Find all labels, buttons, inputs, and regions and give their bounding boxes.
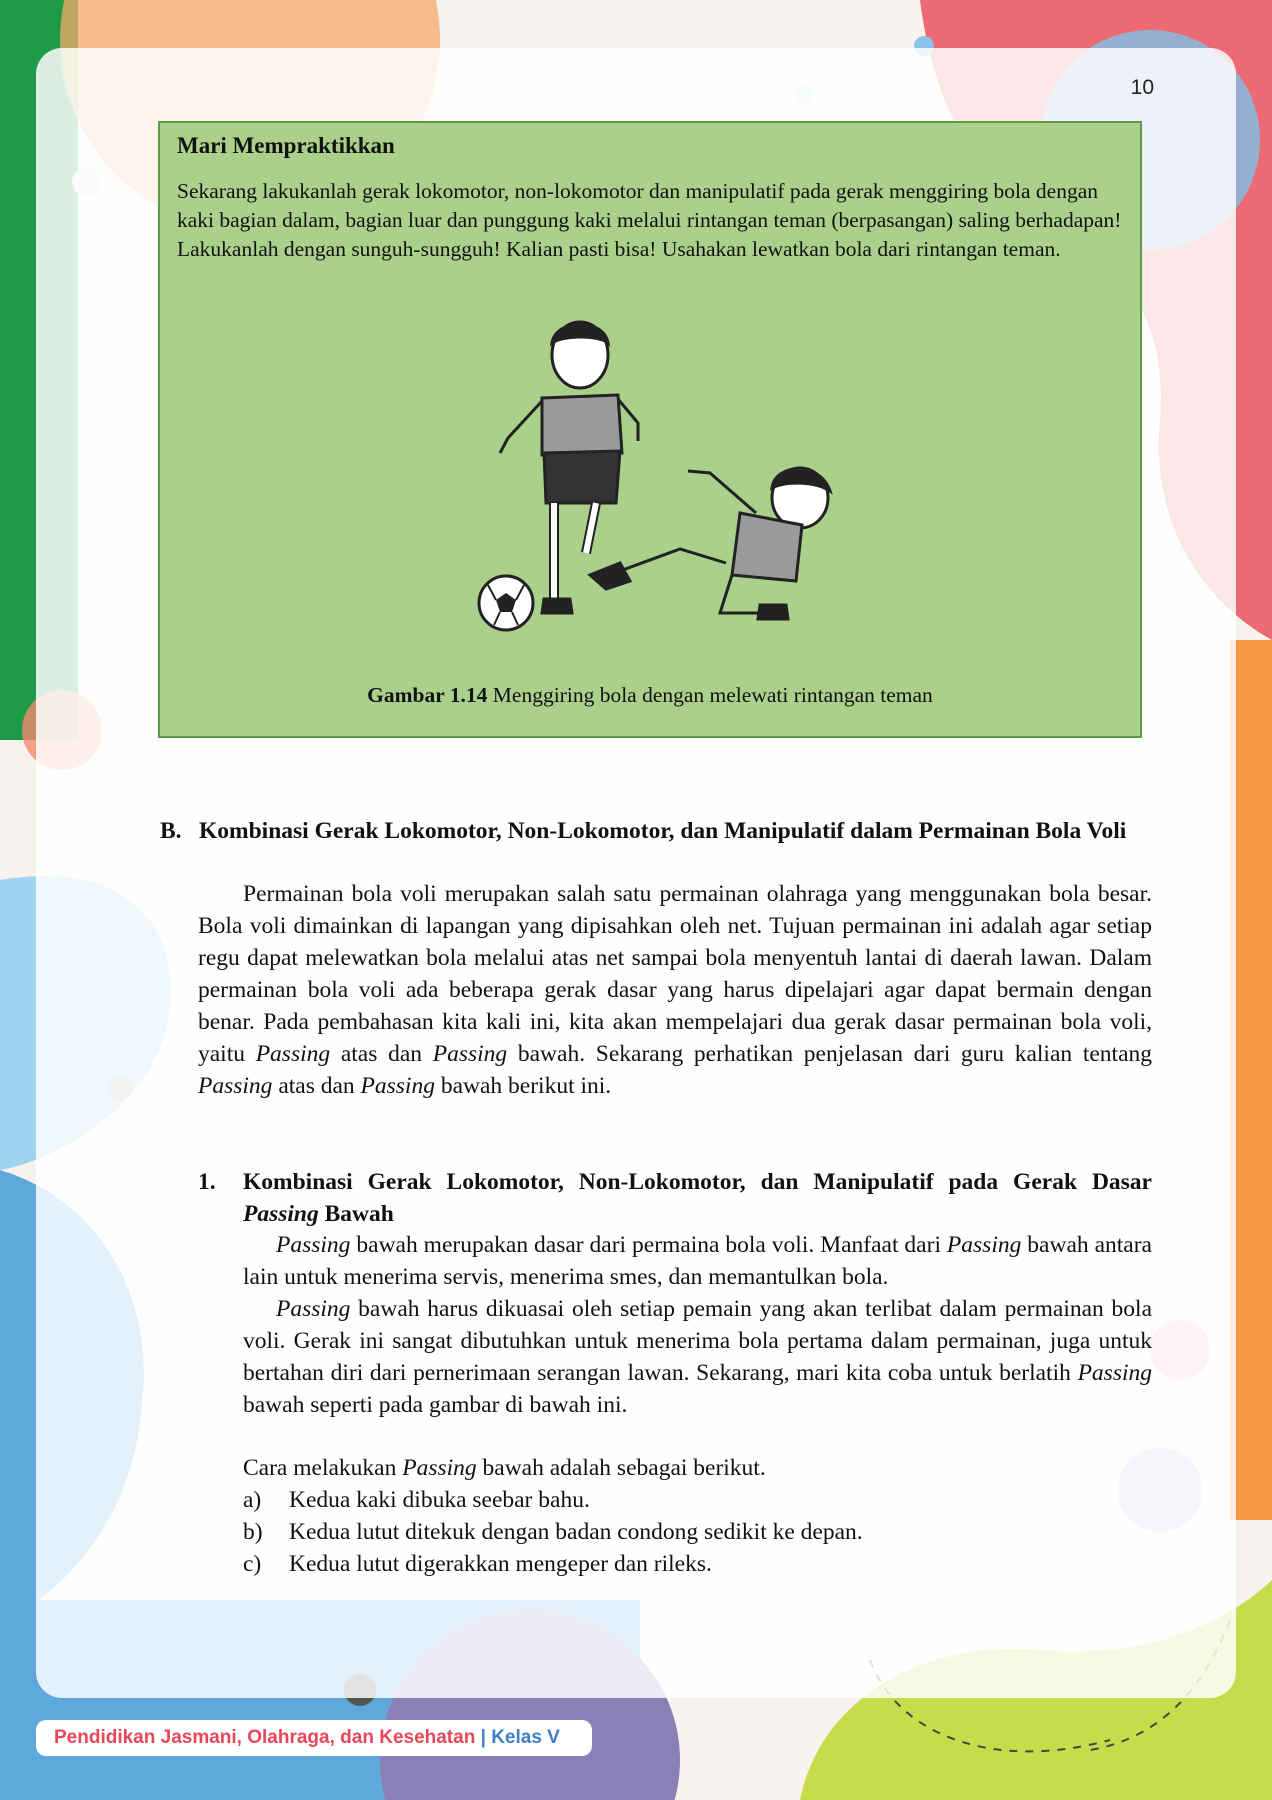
section-b-text-4: atas dan xyxy=(272,1073,361,1099)
footer-separator: | xyxy=(480,1727,486,1748)
list-item-text: Kedua lutut ditekuk dengan badan condong sedikit ke depan. xyxy=(289,1519,863,1545)
steps-intro-text-1: Cara melakukan xyxy=(243,1455,403,1481)
soccer-ball-figure xyxy=(479,576,533,630)
dribbling-illustration xyxy=(470,313,850,673)
passing-term: Passing xyxy=(255,1041,331,1067)
list-item-label: b) xyxy=(243,1519,263,1545)
passing-term: Passing xyxy=(432,1041,508,1067)
list-item-text: Kedua lutut digerakkan mengeper dan rileks. xyxy=(289,1551,712,1577)
subsection-1-paragraph-1 xyxy=(243,1229,1152,1293)
subsection-1-p2-text-1: bawah harus dikuasai oleh setiap pemain yang akan terlibat dalam permainan bola voli. Gerak ini sangat dibutuhkan untuk menerima bola pertama dalam permainan, juga untuk bertahan diri dari pernerimaan serangan lawan. Sekarang, mari kita coba untuk berlatih xyxy=(243,1296,1152,1386)
subsection-1-number: 1. xyxy=(198,1169,216,1195)
section-b-text-2: atas dan xyxy=(330,1041,433,1067)
passing-term: Passing xyxy=(198,1073,273,1099)
list-item-text: Kedua kaki dibuka seebar bahu. xyxy=(289,1487,590,1513)
subsection-1-title xyxy=(243,1166,1152,1230)
subsection-1-title-end: Bawah xyxy=(318,1201,394,1227)
steps-intro-text-2: bawah adalah sebagai berikut. xyxy=(476,1455,766,1481)
figure-caption xyxy=(160,683,1140,708)
passing-term: Passing xyxy=(402,1455,477,1481)
subsection-1-p1-text-1: bawah merupakan dasar dari permaina bola voli. Manfaat dari xyxy=(350,1232,947,1258)
section-b-marker: B. xyxy=(160,818,182,844)
footer-book-title: Pendidikan Jasmani, Olahraga, dan Kesehatan xyxy=(54,1727,476,1748)
figure-caption-text: Menggiring bola dengan melewati rintangan teman xyxy=(492,683,933,707)
practice-text: Sekarang lakukanlah gerak lokomotor, non-lokomotor dan manipulatif pada gerak menggiring bola dengan kaki bagian dalam, bagian luar dan punggung kaki melalui rintangan teman (berpasangan) saling berhadapan! Lakukanlah dengan sunguh-sungguh! Kalian pasti bisa! Usahakan lewatkan bola dari rintangan teman. xyxy=(177,179,1122,261)
passing-term: Passing xyxy=(243,1201,319,1227)
passing-term: Passing xyxy=(276,1232,351,1258)
footer-grade: Kelas V xyxy=(491,1727,560,1748)
practice-title: Mari Mempraktikkan xyxy=(177,133,395,158)
practice-box xyxy=(158,121,1142,738)
section-b-text-3: bawah. Sekarang perhatikan penjelasan dari guru kalian tentang xyxy=(507,1041,1152,1067)
figure-label: Gambar 1.14 xyxy=(367,683,488,707)
list-item-label: a) xyxy=(243,1487,262,1513)
sliding-boy-figure xyxy=(590,468,830,619)
page-number: 10 xyxy=(1130,76,1154,99)
section-b-text-1: Permainan bola voli merupakan salah satu permainan olahraga yang menggunakan bola besar. Bola voli dimainkan di lapangan yang dipisahkan oleh net. Tujuan permainan ini adalah agar setiap regu dapat melewatkan bola melalui atas net sampai bola menyentuh lantai di daerah lawan. Dalam permainan bola voli ada beberapa gerak dasar yang harus dipelajari agar dapat bermain dengan benar. Pada pembahasan kita kali ini, kita akan mempelajari dua gerak dasar permainan bola voli, yaitu xyxy=(198,881,1152,1067)
section-b-text-5: bawah berikut ini. xyxy=(434,1073,612,1099)
passing-term: Passing xyxy=(1077,1360,1152,1386)
list-item-label: c) xyxy=(243,1551,262,1577)
subsection-1-p2-text-2: bawah seperti pada gambar di bawah ini. xyxy=(243,1392,628,1418)
section-b-paragraph xyxy=(198,878,1152,1102)
subsection-1-paragraph-2 xyxy=(243,1293,1152,1421)
passing-term: Passing xyxy=(946,1232,1022,1258)
passing-term: Passing xyxy=(276,1296,351,1322)
steps-intro xyxy=(243,1452,766,1484)
passing-term: Passing xyxy=(360,1073,435,1099)
section-b-title: Kombinasi Gerak Lokomotor, Non-Lokomotor, dan Manipulatif dalam Permainan Bola Voli xyxy=(199,818,1127,844)
footer-text xyxy=(54,1727,560,1749)
subsection-1-p1-text-2: bawah antara lain untuk menerima servis, menerima smes, dan memantulkan bola. xyxy=(243,1232,1152,1290)
footer-book-title-bar xyxy=(36,1720,592,1756)
subsection-1-title-start: Kombinasi Gerak Lokomotor, Non-Lokomotor, dan Manipulatif pada Gerak Dasar xyxy=(243,1169,1152,1195)
